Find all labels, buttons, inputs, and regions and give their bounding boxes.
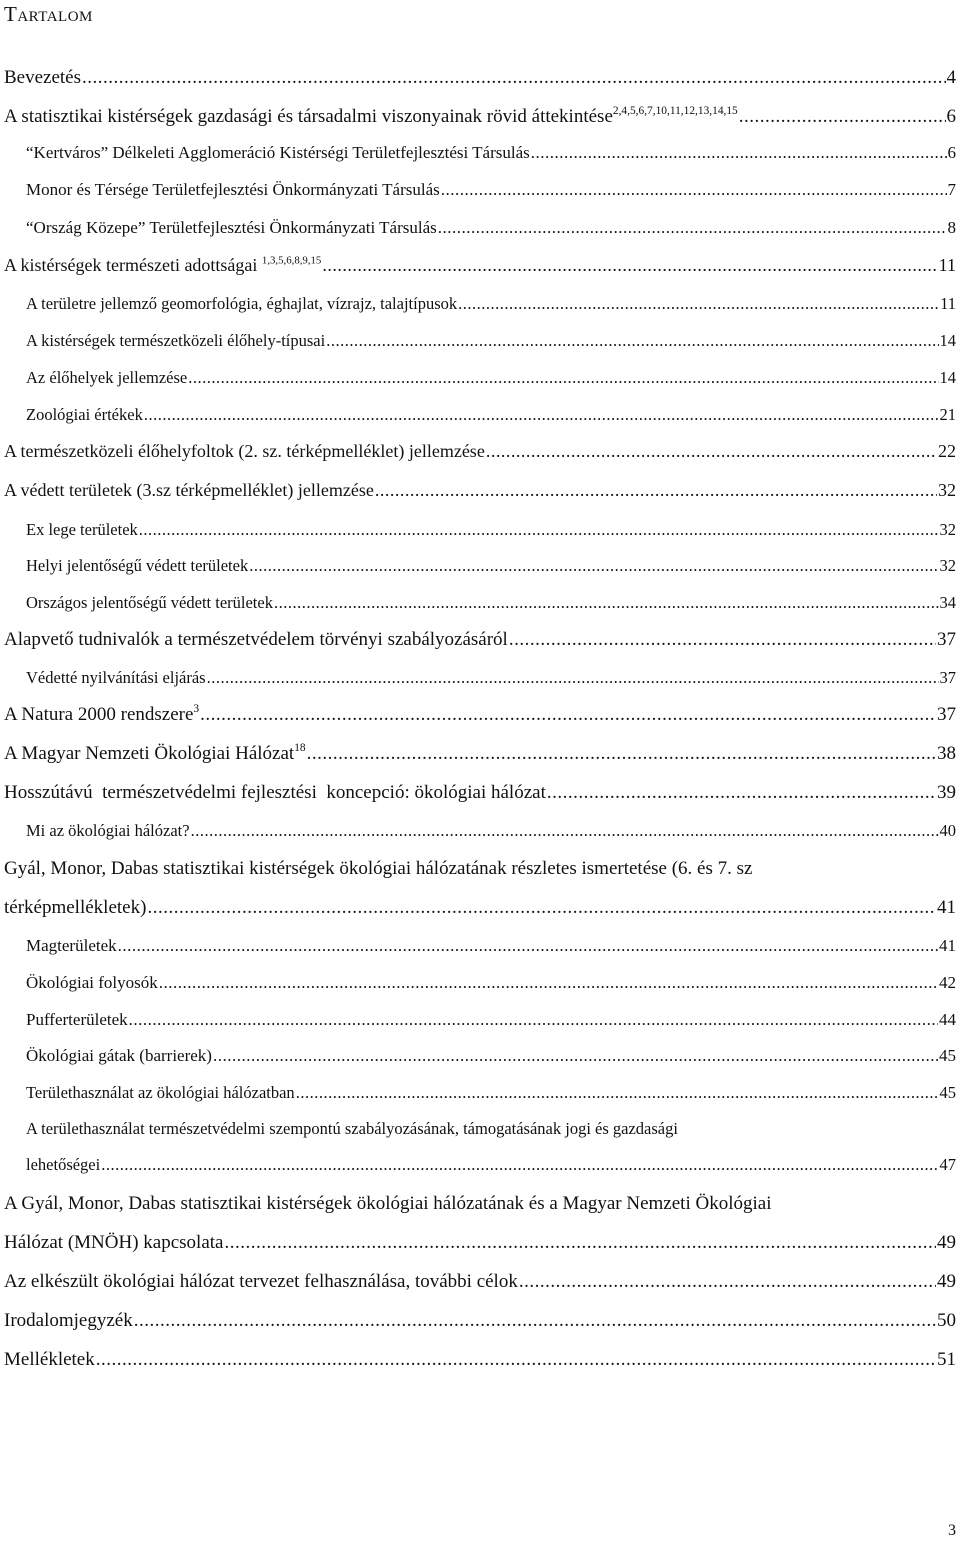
dot-leader — [134, 1310, 936, 1332]
toc-entry[interactable] — [26, 1083, 956, 1103]
toc-entry-page: 4 — [946, 67, 956, 88]
toc-entry-page: 38 — [937, 743, 956, 764]
toc-entry-page: 37 — [937, 629, 956, 650]
toc-entry-page: 32 — [939, 520, 956, 539]
toc-entry[interactable] — [26, 405, 956, 425]
dot-leader — [438, 218, 947, 238]
toc-entry-label: Ex lege területek — [26, 520, 138, 539]
toc-entry-page: 32 — [938, 480, 956, 500]
toc-entry[interactable] — [4, 782, 956, 804]
toc-entry-page: 37 — [937, 704, 956, 725]
toc-entry[interactable] — [26, 556, 956, 576]
toc-entry[interactable] — [26, 821, 956, 841]
toc-entry[interactable] — [26, 1010, 956, 1030]
toc-entry-page: 49 — [937, 1232, 956, 1253]
toc-entry[interactable] — [26, 973, 956, 993]
toc-entry-label: lehetőségei — [26, 1155, 101, 1174]
dot-leader — [224, 1232, 936, 1254]
toc-entry[interactable] — [4, 1349, 956, 1371]
toc-entry[interactable] — [4, 897, 956, 919]
dot-leader — [96, 1349, 936, 1371]
dot-leader — [274, 593, 939, 613]
footnote-ref: 1,3,5,6,8,9,15 — [261, 255, 322, 267]
dot-leader — [191, 821, 939, 841]
toc-entry-label: térképmellékletek) — [4, 897, 147, 918]
toc-entry[interactable] — [26, 1046, 956, 1066]
toc-entry-label: A kistérségek természeti adottságai $^{1,3,5,6,8,9,15}$ — [4, 255, 322, 275]
toc-entry[interactable] — [26, 294, 956, 314]
toc-entry-label: A területre jellemző geomorfológia, éghajlat, vízrajz, talajtípusok — [26, 294, 458, 313]
toc-entry[interactable] — [26, 668, 956, 688]
dot-leader — [144, 405, 939, 425]
toc-entry[interactable] — [4, 106, 956, 128]
toc-entry-page: 22 — [938, 441, 956, 461]
dot-leader — [200, 704, 936, 726]
toc-entry-label: Alapvető tudnivalók a természetvédelem törvényi szabályozásáról — [4, 629, 508, 650]
toc-entry-page: 51 — [937, 1349, 956, 1370]
dot-leader — [147, 897, 936, 919]
toc-entry[interactable] — [26, 936, 956, 956]
footnote-ref: 2,4,5,6,7,10,11,12,13,14,15 — [612, 106, 738, 118]
toc-entry[interactable] — [4, 441, 956, 462]
toc-entry-page: 6 — [947, 143, 956, 162]
dot-leader — [118, 936, 938, 956]
toc-entry-label: Monor és Térsége Területfejlesztési Önkormányzati Társulás — [26, 180, 440, 199]
toc-entry-page: 50 — [937, 1310, 956, 1331]
toc-entry[interactable] — [26, 143, 956, 163]
toc-entry-page: 49 — [937, 1271, 956, 1292]
toc-entry-label: Zoológiai értékek — [26, 405, 143, 424]
toc-entry[interactable] — [4, 1232, 956, 1254]
toc-entry-label: “Ország Közepe” Területfejlesztési Önkormányzati Társulás — [26, 218, 437, 237]
page-number: 3 — [948, 1522, 956, 1539]
toc-entry-page: 32 — [939, 556, 956, 575]
toc-entry-page: 40 — [939, 821, 956, 840]
toc-entry-page: 6 — [946, 106, 956, 127]
toc-entry-label-line1: Gyál, Monor, Dabas statisztikai kistérségek ökológiai hálózatának részletes ismertetése (6. és 7. sz — [4, 858, 753, 879]
toc-entry-label: Ökológiai folyosók — [26, 973, 158, 992]
toc-entry-label: Az élőhelyek jellemzése — [26, 368, 188, 387]
toc-entry[interactable] — [4, 704, 956, 726]
toc-entry-label: Ökológiai gátak (barrierek) — [26, 1046, 212, 1065]
dot-leader — [82, 67, 945, 89]
dot-leader — [139, 520, 939, 540]
dot-leader — [129, 1010, 938, 1030]
toc-entry[interactable] — [26, 593, 956, 613]
dot-leader — [531, 143, 947, 163]
toc-entry-label: Hálózat (MNÖH) kapcsolata — [4, 1232, 224, 1253]
dot-leader — [249, 556, 938, 576]
toc-entry-page: 21 — [939, 405, 956, 424]
dot-leader — [519, 1271, 936, 1293]
dot-leader — [159, 973, 938, 993]
toc-entry-label: Mellékletek — [4, 1349, 95, 1370]
dot-leader — [375, 480, 937, 501]
toc-entry-page: 41 — [939, 936, 956, 955]
toc-entry-page: 45 — [939, 1046, 956, 1065]
toc-entry[interactable] — [4, 67, 956, 89]
dot-leader — [458, 294, 939, 314]
dot-leader — [207, 668, 939, 688]
toc-entry-page: 34 — [939, 593, 956, 612]
toc-entry-label: Hosszútávú természetvédelmi fejlesztési koncepció: ökológiai hálózat — [4, 782, 546, 803]
toc-entry-page: 11 — [940, 294, 956, 313]
toc-entry-label: A kistérségek természetközeli élőhely-típusai — [26, 331, 326, 350]
dot-leader — [101, 1155, 938, 1175]
toc-entry[interactable] — [26, 331, 956, 351]
toc-entry-label-line1: A Gyál, Monor, Dabas statisztikai kistérségek ökológiai hálózatának és a Magyar Nemzeti Ökológiai — [4, 1193, 772, 1214]
toc-entry-label: Országos jelentőségű védett területek — [26, 593, 273, 612]
toc-entry[interactable] — [4, 1271, 956, 1293]
toc-entry-label: Az elkészült ökológiai hálózat tervezet felhasználása, további célok — [4, 1271, 518, 1292]
toc-entry-label: A Natura 2000 rendszere$^3$ — [4, 704, 200, 725]
toc-entry-page: 14 — [939, 368, 956, 387]
dot-leader — [326, 331, 938, 351]
toc-entry-page: 44 — [939, 1010, 956, 1029]
toc-entry[interactable] — [26, 218, 956, 238]
dot-leader — [441, 180, 947, 200]
toc-entry-page: 8 — [947, 218, 956, 237]
dot-leader — [322, 255, 937, 276]
footnote-ref: 3 — [193, 704, 200, 716]
toc-entry-label: A statisztikai kistérségek gazdasági és társadalmi viszonyainak rövid áttekintése$^{2,4,5,6,7,10,11,12,13,14,15}$ — [4, 106, 738, 127]
toc-entry[interactable] — [4, 743, 956, 765]
footnote-ref: 18 — [294, 743, 306, 755]
toc-entry[interactable] — [4, 255, 956, 276]
toc-entry[interactable] — [26, 368, 956, 388]
toc-title: Tartalom — [4, 2, 93, 26]
toc-entry[interactable] — [4, 629, 956, 651]
toc-entry-page: 39 — [937, 782, 956, 803]
dot-leader — [509, 629, 936, 651]
dot-leader — [486, 441, 937, 462]
dot-leader — [739, 106, 946, 128]
toc-entry-page: 11 — [938, 255, 956, 275]
dot-leader — [547, 782, 936, 804]
toc-entry-label: Mi az ökológiai hálózat? — [26, 821, 190, 840]
toc-entry-label: Területhasználat az ökológiai hálózatban — [26, 1083, 295, 1102]
toc-entry-label: Irodalomjegyzék — [4, 1310, 133, 1331]
toc-entry-label: Magterületek — [26, 936, 117, 955]
toc-entry-page: 7 — [947, 180, 956, 199]
dot-leader — [307, 743, 936, 765]
toc-entry-label-line1: A területhasználat természetvédelmi szempontú szabályozásának, támogatásának jogi és gazdasági — [26, 1119, 678, 1138]
toc-entry-label: A védett területek (3.sz térképmelléklet) jellemzése — [4, 480, 374, 500]
toc-entry-label: A természetközeli élőhelyfoltok (2. sz. térképmelléklet) jellemzése — [4, 441, 485, 461]
toc-entry-page: 45 — [939, 1083, 956, 1102]
dot-leader — [213, 1046, 938, 1066]
toc-entry-page: 42 — [939, 973, 956, 992]
toc-entry-page: 41 — [937, 897, 956, 918]
toc-entry-label: Helyi jelentőségű védett területek — [26, 556, 249, 575]
toc-entry[interactable] — [26, 520, 956, 540]
toc-entry-label: Bevezetés — [4, 67, 82, 88]
toc-entry[interactable] — [4, 480, 956, 501]
toc-entry-label: “Kertváros” Délkeleti Agglomeráció Kistérségi Területfejlesztési Társulás — [26, 143, 530, 162]
toc-entry-page: 14 — [939, 331, 956, 350]
toc-entry-label: A Magyar Nemzeti Ökológiai Hálózat$^{18}$ — [4, 743, 306, 764]
toc-entry[interactable] — [26, 180, 956, 200]
toc-entry-page: 47 — [939, 1155, 956, 1174]
toc-entry-label: Védetté nyilvánítási eljárás — [26, 668, 206, 687]
toc-entry-label: Pufferterületek — [26, 1010, 128, 1029]
dot-leader — [296, 1083, 939, 1103]
dot-leader — [188, 368, 938, 388]
toc-entry-page: 37 — [939, 668, 956, 687]
toc-entry[interactable] — [4, 1310, 956, 1332]
toc-entry[interactable] — [26, 1155, 956, 1175]
